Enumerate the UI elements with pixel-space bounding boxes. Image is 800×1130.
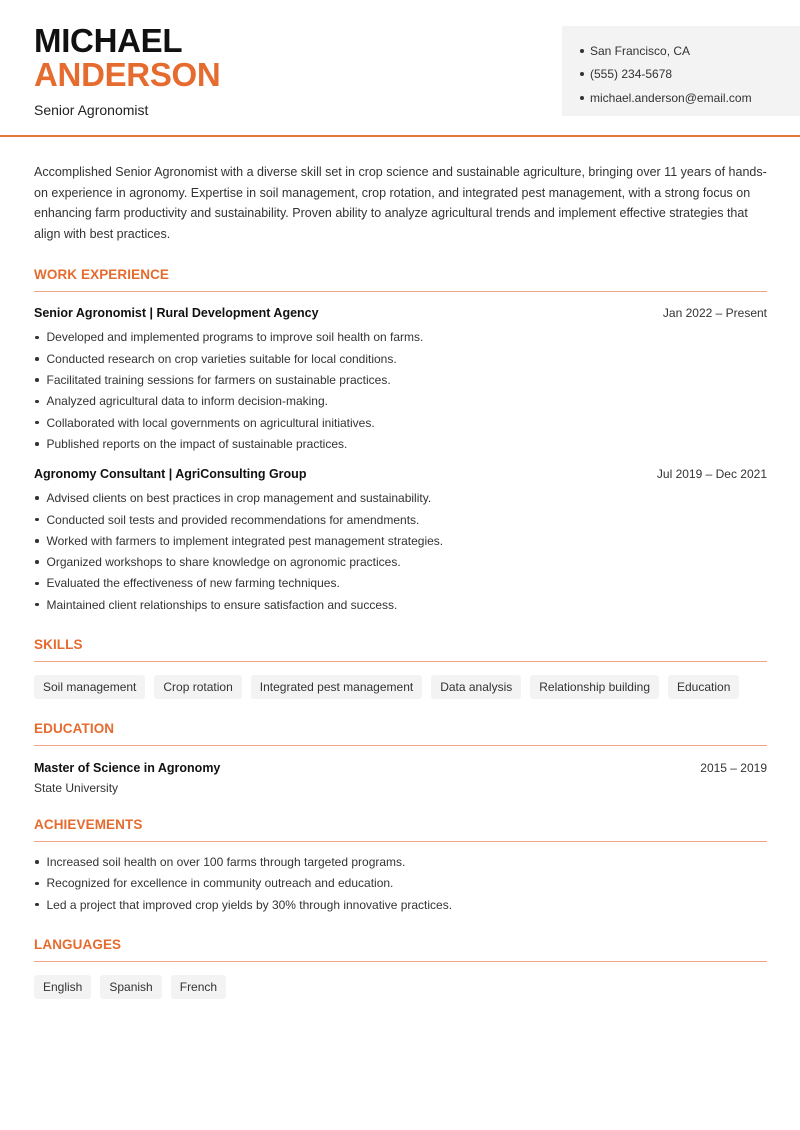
list-item [34, 433, 767, 454]
job-bullets [34, 327, 767, 455]
bullet-text: Organized workshops to share knowledge on agronomic practices. [46, 555, 401, 570]
bullet-text: Conducted soil tests and provided recommendations for amendments. [46, 512, 420, 527]
bullet-icon [35, 582, 39, 586]
bullet-text: Worked with farmers to implement integrated pest management strategies. [46, 533, 444, 548]
bullet-text: Analyzed agricultural data to inform decision-making. [46, 394, 328, 409]
language-chip: Spanish [100, 975, 161, 999]
list-item [34, 488, 767, 509]
achievement-text: Increased soil health on over 100 farms through targeted programs. [46, 855, 406, 870]
section-title-skills: SKILLS [34, 637, 767, 662]
list-item [34, 851, 767, 872]
bullet-icon [580, 49, 584, 53]
bullet-icon [580, 72, 584, 76]
skill-chip: Integrated pest management [251, 675, 422, 699]
job-bullets [34, 488, 767, 616]
resume-body [34, 162, 767, 999]
school: State University [34, 781, 119, 796]
contact-email-text: michael.anderson@email.com [590, 90, 752, 105]
bullet-text: Advised clients on best practices in crop management and sustainability. [46, 491, 432, 506]
skill-chip: Soil management [34, 675, 145, 699]
list-item [34, 391, 767, 412]
list-item [34, 327, 767, 348]
resume-header [0, 0, 800, 137]
job-dates: Jan 2022 – Present [662, 305, 767, 320]
education-entry [34, 761, 767, 795]
languages-list [34, 975, 767, 999]
bullet-text: Facilitated training sessions for farmers on sustainable practices. [46, 373, 391, 388]
bullet-icon [35, 539, 39, 543]
bullet-icon [35, 421, 39, 425]
name-block [34, 24, 220, 118]
contact-phone [580, 63, 800, 87]
bullet-text: Published reports on the impact of sustainable practices. [46, 436, 348, 451]
list-item [34, 594, 767, 615]
contact-location-text: San Francisco, CA [590, 43, 691, 58]
bullet-icon [580, 96, 584, 100]
bullet-icon [35, 603, 39, 607]
job-role: Agronomy Consultant | AgriConsulting Group [34, 466, 307, 481]
job-entry [34, 306, 767, 455]
skill-chip: Education [668, 675, 739, 699]
bullet-icon [35, 860, 39, 864]
section-title-education: EDUCATION [34, 721, 767, 746]
first-name: MICHAEL [34, 22, 183, 59]
job-dates: Jul 2019 – Dec 2021 [656, 466, 767, 481]
achievement-text: Led a project that improved crop yields by 30% through innovative practices. [46, 897, 453, 912]
summary: Accomplished Senior Agronomist with a diverse skill set in crop science and sustainable agriculture, bringing over 11 years of hands-on experience in agronomy. Expertise in soil management, crop rotation, and integrated pest management, with a strong focus on enhancing farm productivity and sustainability. Proven ability to analyze agricultural trends and implement effective strategies that align with best practices. [34, 165, 767, 242]
job-header [34, 306, 767, 320]
list-item [34, 873, 767, 894]
job-role: Senior Agronomist | Rural Development Agency [34, 305, 319, 320]
bullet-icon [35, 336, 39, 340]
list-item [34, 894, 767, 915]
achievement-text: Recognized for excellence in community outreach and education. [46, 876, 394, 891]
list-item [34, 348, 767, 369]
section-title-languages: LANGUAGES [34, 937, 767, 962]
list-item [34, 412, 767, 433]
bullet-text: Conducted research on crop varieties suitable for local conditions. [46, 351, 397, 366]
bullet-text: Maintained client relationships to ensure satisfaction and success. [46, 597, 398, 612]
job-header [34, 467, 767, 481]
contact-box [562, 26, 800, 116]
language-chip: French [171, 975, 226, 999]
bullet-text: Collaborated with local governments on agricultural initiatives. [46, 415, 375, 430]
bullet-icon [35, 496, 39, 500]
skill-chip: Crop rotation [154, 675, 241, 699]
degree: Master of Science in Agronomy [34, 761, 221, 776]
list-item [34, 369, 767, 390]
bullet-text: Evaluated the effectiveness of new farming techniques. [46, 576, 340, 591]
education-header [34, 761, 767, 775]
skills-list [34, 675, 767, 699]
education-dates: 2015 – 2019 [700, 761, 767, 776]
bullet-icon [35, 903, 39, 907]
contact-email [580, 86, 800, 110]
contact-location [580, 39, 800, 63]
skill-chip: Relationship building [530, 675, 659, 699]
bullet-icon [35, 378, 39, 382]
list-item [34, 573, 767, 594]
section-title-work-experience: WORK EXPERIENCE [34, 267, 767, 292]
last-name: ANDERSON [34, 56, 221, 93]
contact-phone-text: (555) 234-5678 [590, 67, 673, 82]
job-entry [34, 467, 767, 616]
bullet-icon [35, 518, 39, 522]
bullet-text: Developed and implemented programs to improve soil health on farms. [46, 330, 424, 345]
list-item [34, 530, 767, 551]
bullet-icon [35, 882, 39, 886]
bullet-icon [35, 442, 39, 446]
achievements-list [34, 851, 767, 915]
bullet-icon [35, 400, 39, 404]
section-title-achievements: ACHIEVEMENTS [34, 817, 767, 842]
job-title: Senior Agronomist [34, 102, 149, 118]
list-item [34, 509, 767, 530]
language-chip: English [34, 975, 91, 999]
bullet-icon [35, 560, 39, 564]
list-item [34, 551, 767, 572]
skill-chip: Data analysis [431, 675, 521, 699]
bullet-icon [35, 357, 39, 361]
